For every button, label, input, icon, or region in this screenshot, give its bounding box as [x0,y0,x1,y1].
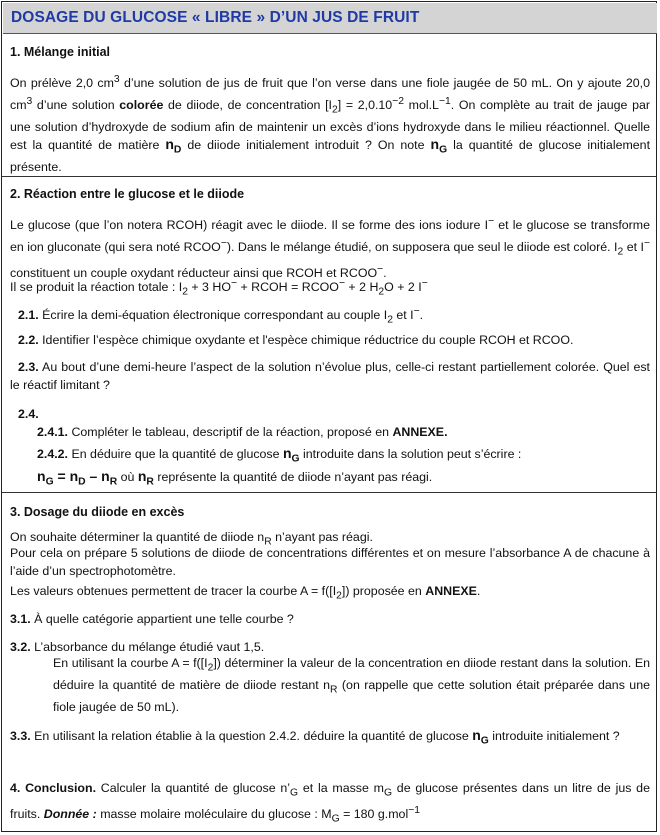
section-1-heading: 1. Mélange initial [10,45,111,59]
section-divider [2,492,656,493]
reaction-equation: Il se produit la réaction totale : $I_2 + 3$ HO− + RCOH = RCOO− + 2 $H_2O + 2$ I− [10,278,428,298]
section-3-line-2: Pour cela on prépare 5 solutions de diiode de concentrations différentes et on mesure l’absorbance A de chacune à l’aide d’un spectrophotomètre. [10,546,650,578]
question-2-4-2: 2.4.2. En déduire que la quantité de glucose $n_G$ introduite dans la solution peut s’écrire : $n_G = n_D - n_R$ où $n_R$ représente la quantité de diiode n’ayant pas réagi. [37,445,522,488]
question-3-2-body: En utilisant la courbe $A = f([I_2])$ déterminer la valeur de la concentration en diiode restant dans la solution. En déduire la quantité de matière de diiode restant $n_R$ (on rappelle que cette solution était préparée dans une fiole jaugée de 50 mL). [53,656,650,714]
page-title: DOSAGE DU GLUCOSE « LIBRE » D’UN JUS DE FRUIT [11,9,420,26]
section-3-line-3: Les valeurs obtenues permettent de tracer la courbe $A = f([I_2])$ proposée en ANNEXE. [10,584,481,602]
question-2-4: 2.4. [18,407,39,421]
section-4-conclusion: 4. Conclusion. Calculer la quantité de glucose $n’_G$ et la masse $m_G$ de glucose présentes dans un litre de jus de fruits. Donnée : masse molaire moléculaire du glucose : $M_G = 180$ g.mol$^{-1}$ [10,781,650,825]
section-2-intro: Le glucose (que l’on notera RCOH) réagit avec le diiode. Il se forme des ions iodure I− et le glucose se transforme en ion gluconate (qui sera noté RCOO−). Dans le mélange étudié, on supposera que seul le diiode est coloré. $I_2$ et I− constituent un couple oxydant réducteur ainsi que RCOH et RCOO−. [10,216,650,280]
question-3-3: 3.3. En utilisant la relation établie à la question 2.4.2. déduire la quantité de glucose $n_G$ introduite initialement ? [10,727,620,747]
question-2-1: 2.1. Écrire la demi-équation électronique correspondant au couple $I_2$ et I−. [18,306,424,326]
question-2-3: 2.3. Au bout d’une demi-heure l’aspect de la solution n’évolue plus, celle-ci restant partiellement colorée. Quel est le réactif limitant ? [10,360,650,392]
section-2-heading: 2. Réaction entre le glucose et le diiode [10,187,245,201]
question-3-1: 3.1. À quelle catégorie appartient une telle courbe ? [10,612,294,626]
section-3-line-1: On souhaite déterminer la quantité de diiode $n_R$ n’ayant pas réagi. [10,530,373,548]
question-3-2: 3.2. L’absorbance du mélange étudié vaut 1,5. [10,640,265,654]
section-1-paragraph: On prélève 2,0 $cm^3$ d’une solution de jus de fruit que l’on verse dans une fiole jaugée de 50 mL. On y ajoute 20,0 $cm^3$ d’une solution colorée de diiode, de concentration $[I_2] = 2,0.10^{-2}$ $mol.L^{-1}$. On complète au trait de jauge par une solution d’hydroxyde de sodium afin de maintenir un excès d’ions hydroxyde dans le milieu réactionnel. Quelle est la quantité de matière $n_D$ de diiode initialement introduit ? On note $n_G$ la quantité de glucose initialement présente. [10,74,651,175]
exercise-frame [1,1,657,832]
section-divider [2,176,656,177]
question-2-4-1: 2.4.1. Compléter le tableau, descriptif de la réaction, proposé en ANNEXE. [37,425,448,439]
section-3-heading: 3. Dosage du diiode en excès [10,505,185,519]
title-bar [3,3,657,34]
question-2-2: 2.2. Identifier l’espèce chimique oxydante et l'espèce chimique réductrice du couple RCOH et RCOO. [18,333,574,347]
